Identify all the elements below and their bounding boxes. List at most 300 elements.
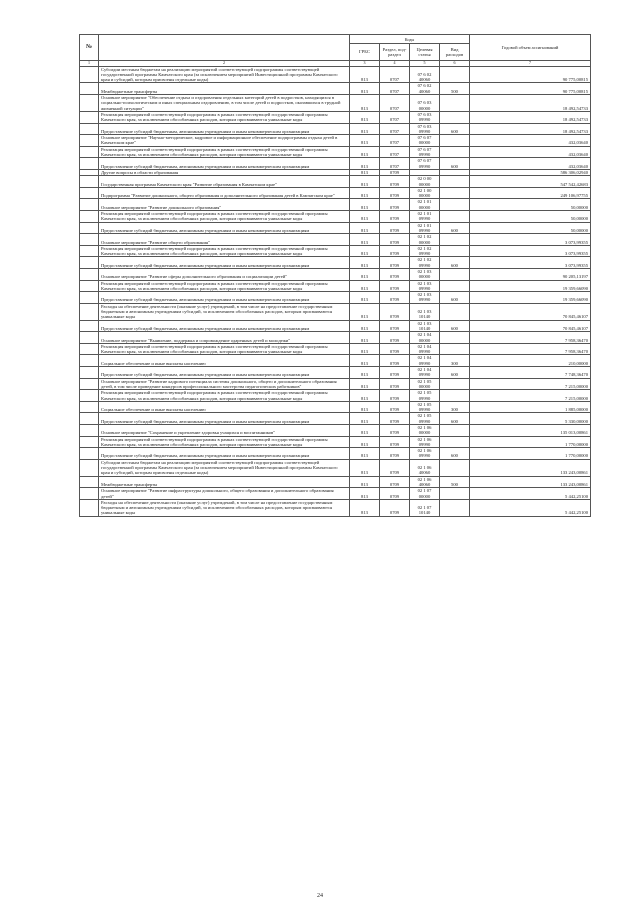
- row-grbs: 813: [350, 245, 380, 257]
- row-grbs: 813: [350, 280, 380, 292]
- table-row: [80, 303, 591, 320]
- row-razdel: 0709: [380, 401, 410, 413]
- row-target-article: 02 1 04 00000: [410, 332, 440, 344]
- table-row: [80, 413, 591, 425]
- table-row: [80, 158, 591, 170]
- row-amount: 5 330,00000: [470, 413, 591, 425]
- row-number: [80, 401, 99, 413]
- row-razdel: 0709: [380, 257, 410, 269]
- row-number: [80, 413, 99, 425]
- row-name: Предоставление субсидий бюджетным, автономным учреждениям и иным некоммерческим организациям: [99, 367, 350, 379]
- row-target-article: 02 1 03 10140: [410, 303, 440, 320]
- row-name: Предоставление субсидий бюджетным, автономным учреждениям и иным некоммерческим организациям: [99, 320, 350, 332]
- row-amount: 133 243,00861: [470, 459, 591, 476]
- row-grbs: 813: [350, 211, 380, 223]
- row-amount: 133 243,00861: [470, 476, 591, 488]
- row-target-article: 02 1 01 09990: [410, 211, 440, 223]
- row-expense-type: [440, 234, 470, 246]
- table-row: [80, 176, 591, 188]
- row-grbs: 813: [350, 436, 380, 448]
- row-amount: 1 770,00000: [470, 436, 591, 448]
- table-row: [80, 448, 591, 460]
- row-target-article: 02 1 03 10140: [410, 320, 440, 332]
- row-amount: 432,03640: [470, 146, 591, 158]
- row-grbs: 813: [350, 169, 380, 175]
- row-grbs: 813: [350, 66, 380, 83]
- row-name: Предоставление субсидий бюджетным, автономным учреждениям и иным некоммерческим организациям: [99, 158, 350, 170]
- row-number: [80, 245, 99, 257]
- row-target-article: 07 6 03 09990: [410, 123, 440, 135]
- row-expense-type: [440, 390, 470, 402]
- header-razdel: Раздел, под-раздел: [380, 44, 410, 61]
- row-razdel: 0709: [380, 425, 410, 437]
- row-amount: 432,03640: [470, 135, 591, 147]
- row-razdel: 0709: [380, 459, 410, 476]
- row-grbs: 813: [350, 332, 380, 344]
- table-row: [80, 187, 591, 199]
- row-number: [80, 83, 99, 95]
- row-expense-type: 600: [440, 123, 470, 135]
- row-razdel: 0709: [380, 169, 410, 175]
- row-target-article: 02 1 05 09990: [410, 401, 440, 413]
- row-number: [80, 280, 99, 292]
- row-number: [80, 187, 99, 199]
- row-razdel: 0707: [380, 146, 410, 158]
- row-amount: 19 359,66090: [470, 292, 591, 304]
- row-grbs: 813: [350, 390, 380, 402]
- row-amount: 90 205,13197: [470, 268, 591, 280]
- row-grbs: 813: [350, 83, 380, 95]
- row-grbs: 813: [350, 378, 380, 390]
- row-expense-type: [440, 488, 470, 500]
- row-grbs: 813: [350, 355, 380, 367]
- table-body: [80, 66, 591, 516]
- row-grbs: 813: [350, 176, 380, 188]
- header-cs: Целевая статья: [410, 44, 440, 61]
- row-number: [80, 459, 99, 476]
- row-name: Реализация мероприятий соответствующей подпрограммы в рамках соответствующей государственной программы Камчатского края, за исключением обособленных расходов, которым присваиваются уникальные коды: [99, 211, 350, 223]
- header-row-1: [80, 35, 591, 44]
- row-amount: 18 492,54733: [470, 111, 591, 123]
- row-name: Основное мероприятие "Выявление, поддержка и сопровождение одаренных детей и молодежи": [99, 332, 350, 344]
- row-grbs: 813: [350, 448, 380, 460]
- table-row: [80, 499, 591, 516]
- row-number: [80, 176, 99, 188]
- table-row: [80, 378, 591, 390]
- row-amount: 19 359,66090: [470, 280, 591, 292]
- row-number: [80, 199, 99, 211]
- row-target-article: 02 1 00 00000: [410, 187, 440, 199]
- row-razdel: 0709: [380, 499, 410, 516]
- row-grbs: 813: [350, 401, 380, 413]
- row-expense-type: 600: [440, 367, 470, 379]
- row-target-article: 07 6 03 00000: [410, 95, 440, 112]
- table-row: [80, 343, 591, 355]
- row-target-article: 02 1 06 40060: [410, 459, 440, 476]
- budget-table-sheet: [79, 34, 591, 517]
- row-name: Основное мероприятие "Научно-методическое, кадровое и информационное обеспечение подпрограммы отдыха детей в Камчатском крае": [99, 135, 350, 147]
- row-number: [80, 476, 99, 488]
- row-razdel: 0709: [380, 367, 410, 379]
- row-razdel: 0709: [380, 413, 410, 425]
- row-razdel: 0709: [380, 187, 410, 199]
- row-target-article: 02 1 02 09990: [410, 245, 440, 257]
- row-razdel: 0709: [380, 343, 410, 355]
- row-name: Межбюджетные трансферты: [99, 83, 350, 95]
- row-name: Социальное обеспечение и иные выплаты населению: [99, 401, 350, 413]
- row-target-article: 02 1 07 10140: [410, 499, 440, 516]
- row-expense-type: 600: [440, 257, 470, 269]
- row-grbs: 813: [350, 234, 380, 246]
- row-name: Подпрограмма "Развитие дошкольного, общего образования и дополнительного образования детей в Камчатском крае": [99, 187, 350, 199]
- row-expense-type: 600: [440, 292, 470, 304]
- row-number: [80, 499, 99, 516]
- row-grbs: 813: [350, 268, 380, 280]
- header-vr: Вид расходов: [440, 44, 470, 61]
- row-name: Предоставление субсидий бюджетным, автономным учреждениям и иным некоммерческим организациям: [99, 222, 350, 234]
- row-amount: 50,00000: [470, 222, 591, 234]
- row-number: [80, 448, 99, 460]
- table-row: [80, 459, 591, 476]
- row-expense-type: [440, 378, 470, 390]
- row-number: [80, 268, 99, 280]
- row-grbs: 813: [350, 343, 380, 355]
- row-name: Предоставление субсидий бюджетным, автономным учреждениям и иным некоммерческим организациям: [99, 123, 350, 135]
- row-number: [80, 488, 99, 500]
- row-name: Расходы на обеспечение деятельности (оказание услуг) учреждений, в том числе на предоставление государственным бюджетным и автономным учреждениям субсидий, за исключением обособленных расходов, которым присваиваются уникальные коды: [99, 499, 350, 516]
- row-name: Предоставление субсидий бюджетным, автономным учреждениям и иным некоммерческим организациям: [99, 413, 350, 425]
- table-row: [80, 245, 591, 257]
- row-target-article: 02 1 01 00000: [410, 199, 440, 211]
- row-target-article: 02 1 06 09990: [410, 436, 440, 448]
- row-amount: 50,00000: [470, 211, 591, 223]
- table-row: [80, 292, 591, 304]
- row-target-article: 02 1 05 09990: [410, 390, 440, 402]
- header-codes: Коды: [350, 35, 470, 44]
- table-row: [80, 83, 591, 95]
- row-expense-type: [440, 425, 470, 437]
- row-amount: 1 770,00000: [470, 448, 591, 460]
- row-amount: 1 885,00000: [470, 401, 591, 413]
- table-row: [80, 211, 591, 223]
- row-number: [80, 146, 99, 158]
- row-expense-type: [440, 95, 470, 112]
- row-razdel: 0709: [380, 476, 410, 488]
- table-row: [80, 390, 591, 402]
- table-row: [80, 280, 591, 292]
- row-expense-type: [440, 303, 470, 320]
- row-expense-type: 600: [440, 158, 470, 170]
- row-target-article: 02 1 03 00000: [410, 268, 440, 280]
- row-name: Основное мероприятие "Сохранение и укрепление здоровья учащихся и воспитанников": [99, 425, 350, 437]
- table-row: [80, 95, 591, 112]
- budget-table: [79, 34, 591, 517]
- row-grbs: 813: [350, 123, 380, 135]
- row-expense-type: [440, 268, 470, 280]
- row-razdel: 0709: [380, 292, 410, 304]
- row-expense-type: [440, 146, 470, 158]
- index-cell: 2: [99, 61, 350, 67]
- row-number: [80, 66, 99, 83]
- row-name: Реализация мероприятий соответствующей подпрограммы в рамках соответствующей государственной программы Камчатского края, за исключением обособленных расходов, которым присваиваются уникальные коды: [99, 343, 350, 355]
- row-razdel: 0709: [380, 234, 410, 246]
- row-grbs: 813: [350, 199, 380, 211]
- table-row: [80, 436, 591, 448]
- row-amount: 18 492,54733: [470, 123, 591, 135]
- table-row: [80, 476, 591, 488]
- header-grbs: ГРБС: [350, 44, 380, 61]
- row-number: [80, 211, 99, 223]
- row-target-article: 02 0 00 00000: [410, 176, 440, 188]
- row-amount: 90 775,00815: [470, 83, 591, 95]
- row-expense-type: 600: [440, 448, 470, 460]
- row-razdel: 0707: [380, 111, 410, 123]
- row-amount: 547 542,42683: [470, 176, 591, 188]
- row-number: [80, 343, 99, 355]
- row-target-article: 02 1 05 09990: [410, 413, 440, 425]
- row-name: Предоставление субсидий бюджетным, автономным учреждениям и иным некоммерческим организациям: [99, 448, 350, 460]
- row-grbs: 813: [350, 95, 380, 112]
- row-name: Реализация мероприятий соответствующей подпрограммы в рамках соответствующей государственной программы Камчатского края, за исключением обособленных расходов, которым присваиваются уникальные коды: [99, 146, 350, 158]
- row-number: [80, 378, 99, 390]
- row-number: [80, 436, 99, 448]
- row-name: Предоставление субсидий бюджетным, автономным учреждениям и иным некоммерческим организациям: [99, 292, 350, 304]
- row-number: [80, 303, 99, 320]
- row-target-article: 02 1 03 09990: [410, 292, 440, 304]
- row-expense-type: [440, 436, 470, 448]
- index-cell: 7: [470, 61, 591, 67]
- row-razdel: 0709: [380, 245, 410, 257]
- row-expense-type: [440, 245, 470, 257]
- row-expense-type: [440, 111, 470, 123]
- row-target-article: 02 1 05 00000: [410, 378, 440, 390]
- table-row: [80, 146, 591, 158]
- row-expense-type: [440, 343, 470, 355]
- row-number: [80, 95, 99, 112]
- table-row: [80, 488, 591, 500]
- table-row: [80, 401, 591, 413]
- row-razdel: 0709: [380, 436, 410, 448]
- row-number: [80, 234, 99, 246]
- table-row: [80, 257, 591, 269]
- row-amount: 7 215,00000: [470, 378, 591, 390]
- row-expense-type: 500: [440, 476, 470, 488]
- row-expense-type: [440, 459, 470, 476]
- row-razdel: 0707: [380, 83, 410, 95]
- index-cell: 5: [410, 61, 440, 67]
- row-razdel: 0707: [380, 123, 410, 135]
- row-expense-type: 300: [440, 401, 470, 413]
- row-amount: 3 073,99355: [470, 257, 591, 269]
- row-expense-type: 600: [440, 320, 470, 332]
- row-razdel: 0707: [380, 66, 410, 83]
- row-amount: 7 215,00000: [470, 390, 591, 402]
- row-number: [80, 135, 99, 147]
- row-grbs: 813: [350, 158, 380, 170]
- row-expense-type: [440, 332, 470, 344]
- row-name: Государственная программа Камчатского края "Развитие образования в Камчатском крае": [99, 176, 350, 188]
- row-number: [80, 158, 99, 170]
- table-row: [80, 367, 591, 379]
- row-expense-type: 500: [440, 83, 470, 95]
- row-target-article: 02 1 02 00000: [410, 234, 440, 246]
- table-row: [80, 123, 591, 135]
- index-cell: 6: [440, 61, 470, 67]
- row-grbs: 813: [350, 367, 380, 379]
- row-razdel: 0707: [380, 95, 410, 112]
- table-row: [80, 268, 591, 280]
- row-razdel: 0709: [380, 390, 410, 402]
- row-grbs: 813: [350, 135, 380, 147]
- row-name: Основное мероприятие "Развитие сферы дополнительного образования и социализации детей": [99, 268, 350, 280]
- row-target-article: 07 6 07 09990: [410, 146, 440, 158]
- row-expense-type: 300: [440, 355, 470, 367]
- row-amount: 7 748,36470: [470, 367, 591, 379]
- index-cell: 3: [350, 61, 380, 67]
- page-number: 24: [317, 893, 323, 899]
- row-expense-type: [440, 135, 470, 147]
- row-target-article: 02 1 04 09990: [410, 355, 440, 367]
- row-number: [80, 111, 99, 123]
- row-razdel: 0709: [380, 332, 410, 344]
- row-number: [80, 320, 99, 332]
- row-amount: 90 775,00815: [470, 66, 591, 83]
- row-grbs: 813: [350, 111, 380, 123]
- row-razdel: 0709: [380, 222, 410, 234]
- row-expense-type: [440, 66, 470, 83]
- row-target-article: 07 6 07 09990: [410, 158, 440, 170]
- row-razdel: 0707: [380, 135, 410, 147]
- index-cell: 1: [80, 61, 99, 67]
- row-target-article: 07 6 07 00000: [410, 135, 440, 147]
- table-row: [80, 355, 591, 367]
- row-amount: 586 306,02940: [470, 169, 591, 175]
- row-target-article: 02 1 06 40060: [410, 476, 440, 488]
- row-amount: 70 845,46107: [470, 320, 591, 332]
- row-amount: 249 106,97755: [470, 187, 591, 199]
- row-number: [80, 123, 99, 135]
- row-amount: 5 442,25100: [470, 499, 591, 516]
- header-number: №: [80, 35, 99, 61]
- row-target-article: 02 1 04 09990: [410, 367, 440, 379]
- row-grbs: 813: [350, 413, 380, 425]
- row-name: Реализация мероприятий соответствующей подпрограммы в рамках соответствующей государственной программы Камчатского края, за исключением обособленных расходов, которым присваиваются уникальные коды: [99, 436, 350, 448]
- row-target-article: 02 1 04 09990: [410, 343, 440, 355]
- row-amount: 432,03640: [470, 158, 591, 170]
- row-amount: 135 013,00861: [470, 425, 591, 437]
- row-razdel: 0709: [380, 355, 410, 367]
- table-row: [80, 135, 591, 147]
- index-cell: 4: [380, 61, 410, 67]
- row-name: Реализация мероприятий соответствующей подпрограммы в рамках соответствующей государственной программы Камчатского края, за исключением обособленных расходов, которым присваиваются уникальные коды: [99, 280, 350, 292]
- row-razdel: 0709: [380, 303, 410, 320]
- row-target-article: 02 1 06 00000: [410, 425, 440, 437]
- header-name: [99, 35, 350, 61]
- row-number: [80, 355, 99, 367]
- row-name: Расходы на обеспечение деятельности (оказание услуг) учреждений, в том числе на предоставление государственным бюджетным и автономным учреждениям субсидий, за исключением обособленных расходов, которым присваиваются уникальные коды: [99, 303, 350, 320]
- row-name: Основное мероприятие "Развитие дошкольного образования": [99, 199, 350, 211]
- row-razdel: 0709: [380, 280, 410, 292]
- row-number: [80, 292, 99, 304]
- row-name: Реализация мероприятий соответствующей подпрограммы в рамках соответствующей государственной программы Камчатского края, за исключением обособленных расходов, которым присваиваются уникальные коды: [99, 111, 350, 123]
- table-row: [80, 332, 591, 344]
- row-grbs: 813: [350, 222, 380, 234]
- row-razdel: 0709: [380, 448, 410, 460]
- table-row: [80, 320, 591, 332]
- row-razdel: 0709: [380, 320, 410, 332]
- row-razdel: 0709: [380, 378, 410, 390]
- row-amount: 70 845,46107: [470, 303, 591, 320]
- row-target-article: 02 1 03 09990: [410, 280, 440, 292]
- row-expense-type: [440, 199, 470, 211]
- row-target-article: 07 6 02 40060: [410, 66, 440, 83]
- row-name: Субсидии местным бюджетам на реализацию мероприятий соответствующей подпрограммы соответствующей государственной программы Камчатского края (за исключением мероприятий Инвестиционной программы Камчатского края и субсидий, которым присвоены отдельные коды): [99, 66, 350, 83]
- row-number: [80, 257, 99, 269]
- row-target-article: 02 1 06 09990: [410, 448, 440, 460]
- row-amount: 7 958,36470: [470, 332, 591, 344]
- row-razdel: 0709: [380, 176, 410, 188]
- row-grbs: 813: [350, 499, 380, 516]
- row-name: Основное мероприятие "Развитие кадрового потенциала системы дошкольного, общего и дополнительного образования детей, в том числе проведение конкурсов профессионального мастерства педагогических работников": [99, 378, 350, 390]
- table-row: [80, 111, 591, 123]
- row-number: [80, 367, 99, 379]
- row-target-article: 07 6 02 40060: [410, 83, 440, 95]
- row-name: Предоставление субсидий бюджетным, автономным учреждениям и иным некоммерческим организациям: [99, 257, 350, 269]
- row-expense-type: [440, 187, 470, 199]
- row-number: [80, 222, 99, 234]
- row-grbs: 813: [350, 146, 380, 158]
- row-grbs: 813: [350, 292, 380, 304]
- row-razdel: 0709: [380, 488, 410, 500]
- row-name: Другие вопросы в области образования: [99, 169, 350, 175]
- row-expense-type: [440, 499, 470, 516]
- row-amount: 3 073,99355: [470, 234, 591, 246]
- row-grbs: 813: [350, 303, 380, 320]
- table-row: [80, 199, 591, 211]
- row-name: Основное мероприятие "Развитие общего образования": [99, 234, 350, 246]
- row-number: [80, 425, 99, 437]
- row-razdel: 0709: [380, 268, 410, 280]
- row-razdel: 0709: [380, 199, 410, 211]
- row-name: Основное мероприятие "Развитие инфраструктуры дошкольного, общего образования и дополнительного образования детей": [99, 488, 350, 500]
- row-number: [80, 390, 99, 402]
- row-amount: 18 492,54733: [470, 95, 591, 112]
- row-amount: 5 442,25100: [470, 488, 591, 500]
- table-row: [80, 425, 591, 437]
- row-expense-type: [440, 176, 470, 188]
- row-amount: 7 958,36470: [470, 343, 591, 355]
- row-number: [80, 332, 99, 344]
- row-name: Субсидии местным бюджетам на реализацию мероприятий соответствующей подпрограммы соответствующей государственной программы Камчатского края (за исключением мероприятий Инвестиционной программы Камчатского края и субсидий, которым присвоены отдельные коды): [99, 459, 350, 476]
- row-grbs: 813: [350, 425, 380, 437]
- row-name: Реализация мероприятий соответствующей подпрограммы в рамках соответствующей государственной программы Камчатского края, за исключением обособленных расходов, которым присваиваются уникальные коды: [99, 390, 350, 402]
- row-grbs: 813: [350, 488, 380, 500]
- table-row: [80, 222, 591, 234]
- row-amount: 210,00000: [470, 355, 591, 367]
- row-target-article: 02 1 02 09990: [410, 257, 440, 269]
- row-name: Основное мероприятие "Обеспечение отдыха и оздоровления отдельных категорий детей в подростков, находящихся в социально-психологическим и иных специальным оздоровлению, в том числе детей и подростков, оказавшихся в трудной жизненной ситуации": [99, 95, 350, 112]
- row-grbs: 813: [350, 257, 380, 269]
- row-target-article: 07 6 03 09990: [410, 111, 440, 123]
- row-razdel: 0709: [380, 211, 410, 223]
- row-grbs: 813: [350, 459, 380, 476]
- row-amount: 50,00000: [470, 199, 591, 211]
- row-razdel: 0707: [380, 158, 410, 170]
- row-name: Социальное обеспечение и иные выплаты населению: [99, 355, 350, 367]
- row-expense-type: [440, 211, 470, 223]
- row-amount: 3 073,99355: [470, 245, 591, 257]
- row-expense-type: 600: [440, 222, 470, 234]
